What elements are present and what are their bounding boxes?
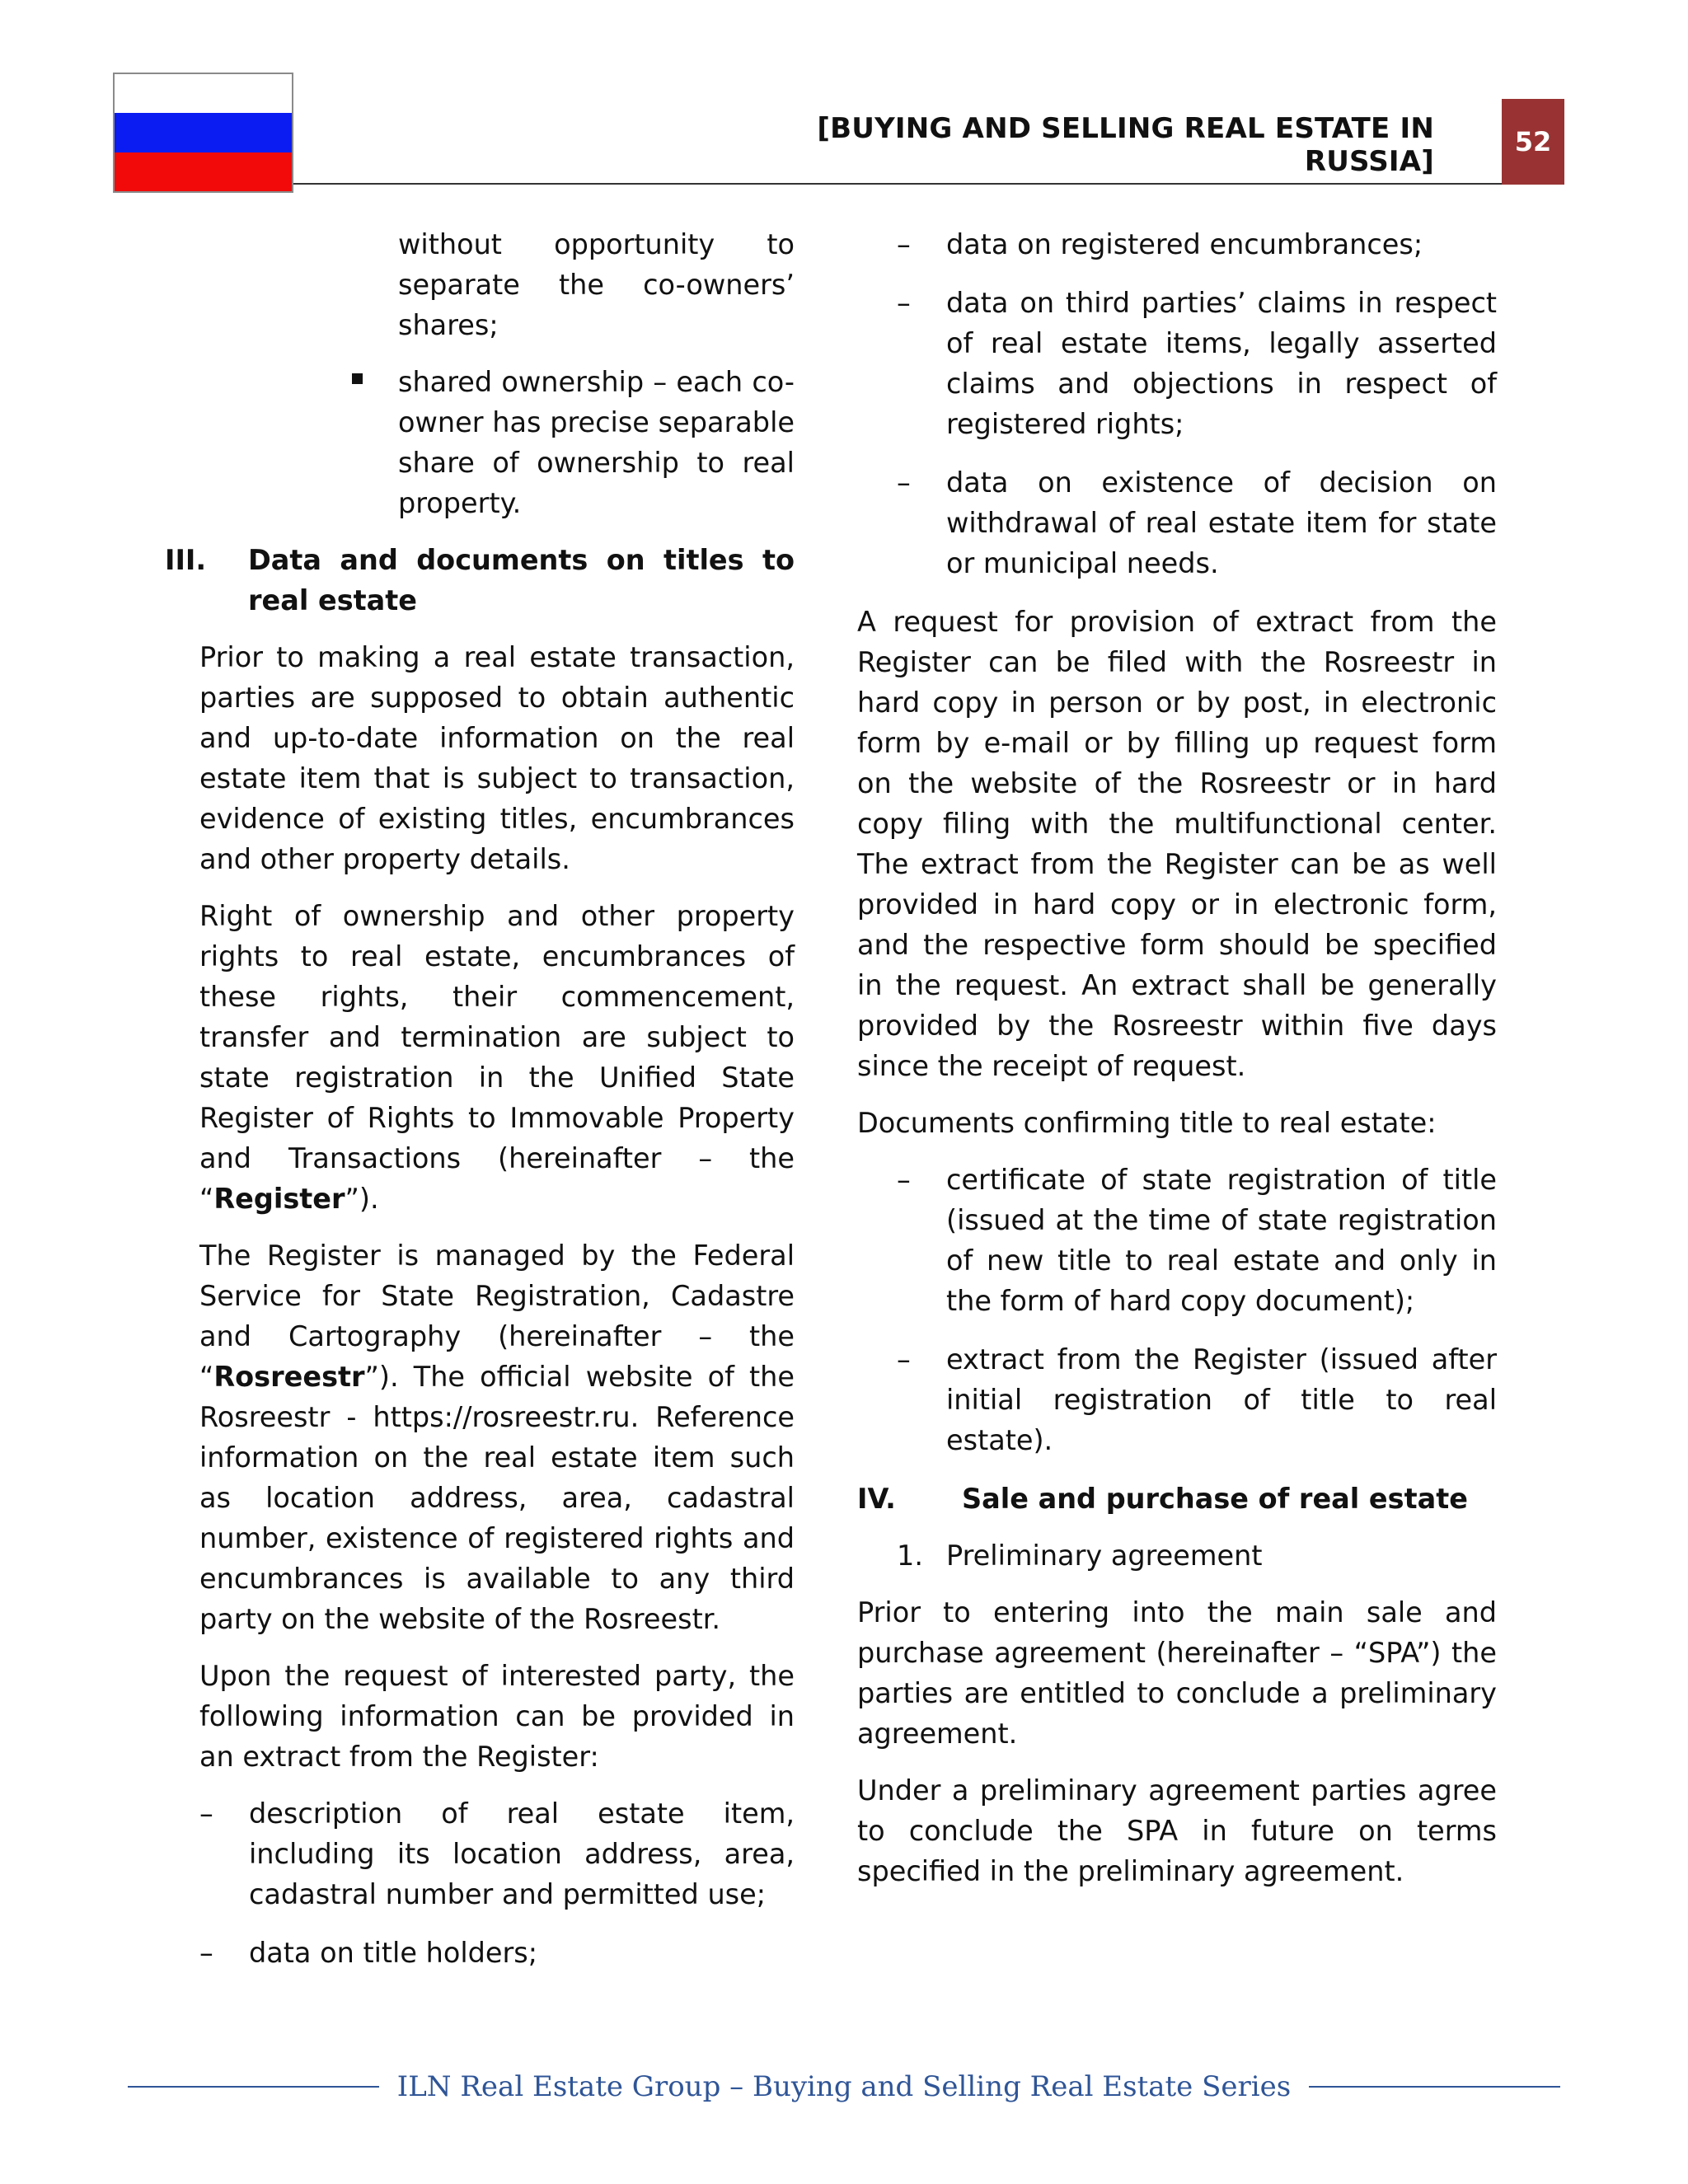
square-bullet-icon [352, 373, 363, 384]
subsection-heading [857, 1535, 1497, 1576]
paragraph-rosreestr [199, 1235, 795, 1639]
header-divider [293, 183, 1502, 185]
footer-rule-left [128, 2086, 379, 2088]
paragraph: Upon the request of interested party, the following information can be provided in an extract from the Register: [199, 1660, 795, 1773]
paragraph: Prior to making a real estate transaction, parties are supposed to obtain authentic and up-to-date information on the real estate item that is subject to transaction, evidence of existing titles, encumbrances and other property details. [199, 641, 795, 875]
flag-blue-stripe [115, 113, 292, 152]
section-heading-iii [157, 540, 795, 621]
list-item [857, 283, 1497, 444]
list-item [857, 1339, 1497, 1460]
russian-flag-logo [113, 73, 293, 193]
list-item [857, 462, 1497, 583]
dash-bullet: – [897, 287, 911, 319]
section-number: IV. [857, 1483, 896, 1515]
list-item-text: certificate of state registration of title (issued at the time of state registration of new title to real estate and only in the form of hard copy document); [946, 1164, 1497, 1317]
list-item-text: data on registered encumbrances; [946, 228, 1423, 260]
list-item [157, 1933, 795, 1973]
paragraph-register [199, 896, 795, 1219]
text-run: The Register is managed by the Federal Service for State Registration, Cadastre and Cartography (hereinafter – the “ [199, 1240, 795, 1393]
right-column [857, 224, 1497, 1908]
list-item [857, 1160, 1497, 1321]
subsection-number: 1. [897, 1540, 923, 1572]
paragraph: Under a preliminary agreement parties agree to conclude the SPA in future on terms specified in the preliminary agreement. [857, 1774, 1497, 1887]
section-heading-iv [857, 1479, 1497, 1519]
flag-red-stripe [115, 152, 292, 191]
header-title: [BUYING AND SELLING REAL ESTATE IN RUSSIA] [817, 112, 1434, 178]
text-run: ”). [345, 1183, 379, 1215]
footer-rule-right [1309, 2086, 1560, 2088]
list-item-text: extract from the Register (issued after initial registration of title to real estate). [946, 1343, 1497, 1456]
list-item [857, 224, 1497, 265]
dash-bullet: – [897, 466, 911, 499]
bold-term-rosreestr: Rosreestr [213, 1361, 365, 1393]
list-item-shared-ownership [157, 362, 795, 523]
list-item-text: shared ownership – each co-owner has precise separable share of ownership to real property. [398, 366, 795, 519]
list-item-text: data on title holders; [249, 1937, 538, 1969]
text-run: ”). The official website of the Rosreestr - https://rosreestr.ru. Reference information on the real estate item such as location address, area, cadastral number, existence of registered rights and encumbrances is available to any third party on the website of the Rosreestr. [199, 1361, 795, 1635]
section-title: Data and documents on titles to real estate [248, 544, 795, 616]
section-title: Sale and purchase of real estate [962, 1483, 1468, 1515]
list-item [157, 1793, 795, 1915]
dash-bullet: – [199, 1937, 213, 1969]
flag-white-stripe [115, 74, 292, 113]
subsection-title: Preliminary agreement [946, 1540, 1263, 1572]
paragraph: Prior to entering into the main sale and purchase agreement (hereinafter – “SPA”) the parties are entitled to conclude a preliminary agreement. [857, 1596, 1497, 1750]
page-number-badge: 52 [1502, 99, 1564, 185]
dash-bullet: – [897, 228, 911, 260]
section-number: III. [165, 544, 207, 576]
dash-bullet: – [897, 1164, 911, 1196]
left-column [157, 224, 795, 1991]
list-item-text: description of real estate item, including its location address, area, cadastral number and permitted use; [249, 1797, 795, 1910]
text-run: Right of ownership and other property rights to real estate, encumbrances of these rights, their commencement, transfer and termination are subject to state registration in the Unified State Register of Rights to Immovable Property and Transactions (hereinafter – the “ [199, 900, 795, 1215]
footer-text: ILN Real Estate Group – Buying and Selling Real Estate Series [396, 2070, 1292, 2103]
list-item-text: data on existence of decision on withdrawal of real estate item for state or municipal needs. [946, 466, 1497, 579]
footer [0, 2070, 1688, 2103]
list-item-text: data on third parties’ claims in respect of real estate items, legally asserted claims and objections in respect of registered rights; [946, 287, 1497, 440]
paragraph: A request for provision of extract from the Register can be filed with the Rosreestr in hard copy in person or by post, in electronic form by e-mail or by filling up request form on the website of the Rosreestr or in hard copy filing with the multifunctional center. The extract from the Register can be as well provided in hard copy or in electronic form, and the respective form should be specified in the request. An extract shall be generally provided by the Rosreestr within five days since the receipt of request. [857, 606, 1497, 1082]
continued-list-text: without opportunity to separate the co-owners’ shares; [398, 228, 795, 341]
dash-bullet: – [199, 1797, 213, 1830]
bold-term-register: Register [213, 1183, 345, 1215]
dash-bullet: – [897, 1343, 911, 1376]
paragraph: Documents confirming title to real estate: [857, 1107, 1437, 1139]
